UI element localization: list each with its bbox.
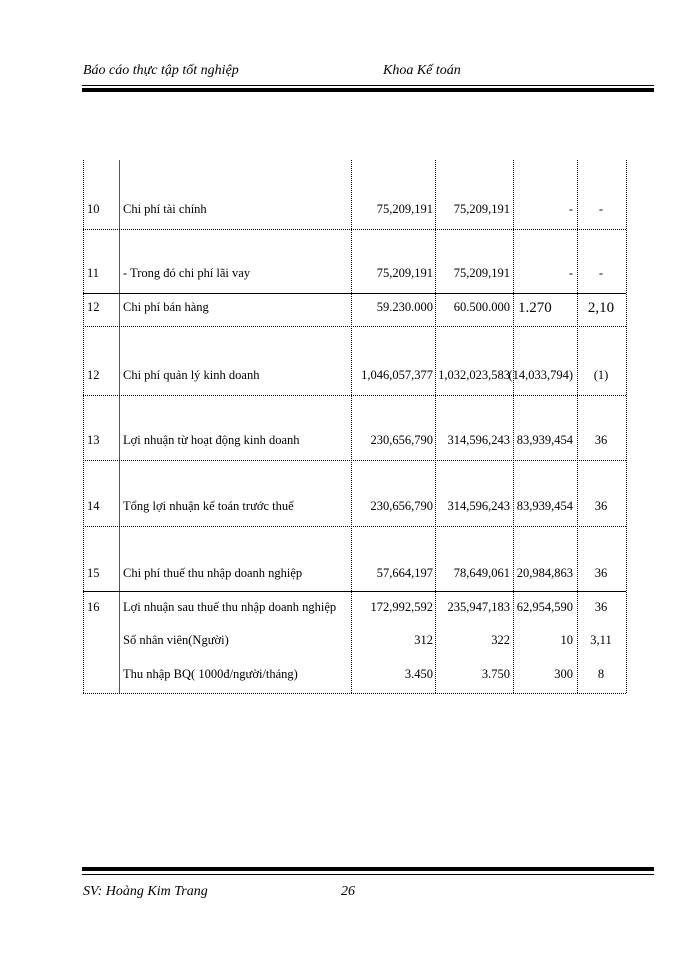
- row-diff: 10: [560, 633, 573, 647]
- row-value-curr: 314,596,243: [447, 499, 510, 513]
- row-stt: 11: [87, 266, 100, 280]
- table-row-line: [83, 591, 626, 592]
- table-row-line: [83, 526, 626, 527]
- row-name: Lợi nhuận từ hoạt động kinh doanh: [123, 433, 300, 447]
- row-value-curr: 60.500.000: [453, 300, 510, 314]
- row-value-curr: 235,947,183: [447, 600, 510, 614]
- row-name: - Trong đó chi phí lãi vay: [123, 266, 251, 280]
- row-value-prev: 3.450: [404, 667, 433, 681]
- row-value-prev: 312: [414, 633, 433, 647]
- table-col-line: [435, 160, 436, 693]
- row-diff: 1.270: [518, 300, 552, 316]
- row-value-prev: 1,046,057,377: [361, 368, 433, 382]
- header-rule-thick: [82, 88, 654, 92]
- table-col-line: [119, 160, 120, 693]
- row-value-curr: 78,649,061: [453, 566, 510, 580]
- table-row-line: [83, 460, 626, 461]
- row-value-prev: 230,656,790: [370, 499, 433, 513]
- row-percent: 2,10: [587, 300, 615, 316]
- row-percent: 8: [597, 667, 605, 681]
- row-diff: 83,939,454: [516, 433, 573, 447]
- row-name: Chi phí tài chính: [123, 202, 207, 216]
- page-number: 26: [341, 884, 355, 899]
- row-percent: 36: [594, 600, 608, 614]
- header-faculty: Khoa Kế toán: [383, 63, 461, 78]
- row-value-curr: 314,596,243: [447, 433, 510, 447]
- row-percent: 36: [594, 566, 608, 580]
- header-report-title: Báo cáo thực tập tốt nghiệp: [83, 63, 239, 78]
- row-percent: 3,11: [590, 633, 612, 647]
- row-value-curr: 1,032,023,583: [438, 368, 510, 382]
- row-name: Chi phí thuế thu nhập doanh nghiệp: [123, 566, 303, 580]
- row-stt: 15: [87, 566, 100, 580]
- row-name: Tổng lợi nhuận kế toán trước thuế: [123, 499, 294, 513]
- row-diff: -: [568, 266, 573, 280]
- row-diff: 20,984,863: [516, 566, 573, 580]
- row-value-curr: 75,209,191: [453, 266, 510, 280]
- row-percent: -: [598, 202, 604, 216]
- footer-student-name: SV: Hoàng Kim Trang: [83, 884, 208, 899]
- row-value-prev: 230,656,790: [370, 433, 433, 447]
- row-diff: -: [568, 202, 573, 216]
- table-row-line: [83, 326, 626, 327]
- row-stt: 13: [87, 433, 100, 447]
- table-row-line: [83, 395, 626, 396]
- row-diff: (14,033,794): [508, 368, 573, 382]
- row-value-curr: 75,209,191: [453, 202, 510, 216]
- row-percent: 36: [594, 433, 608, 447]
- row-value-prev: 172,992,592: [370, 600, 433, 614]
- row-percent: 36: [594, 499, 608, 513]
- row-value-prev: 75,209,191: [376, 266, 433, 280]
- row-value-prev: 59.230.000: [376, 300, 433, 314]
- header-rule-thin: [82, 85, 654, 86]
- footer-rule-thin: [82, 874, 654, 875]
- row-percent: (1): [593, 368, 609, 382]
- row-stt: 14: [87, 499, 100, 513]
- table-col-line: [513, 160, 514, 693]
- row-stt: 12: [87, 300, 100, 314]
- table-col-line: [626, 160, 627, 693]
- footer-rule-thick: [82, 867, 654, 871]
- table-col-line: [351, 160, 352, 693]
- table-row-line: [83, 693, 626, 694]
- row-diff: 300: [554, 667, 573, 681]
- row-stt: 12: [87, 368, 100, 382]
- row-value-curr: 3.750: [481, 667, 510, 681]
- row-name: Thu nhập BQ( 1000đ/người/tháng): [123, 667, 298, 681]
- row-diff: 83,939,454: [516, 499, 573, 513]
- row-value-prev: 75,209,191: [376, 202, 433, 216]
- row-value-prev: 57,664,197: [376, 566, 433, 580]
- row-diff: 62,954,590: [516, 600, 573, 614]
- row-percent: -: [598, 266, 604, 280]
- row-stt: 10: [87, 202, 100, 216]
- row-value-curr: 322: [491, 633, 510, 647]
- row-name: Số nhân viên(Người): [123, 633, 229, 647]
- table-row-line: [83, 293, 626, 294]
- row-name: Lợi nhuận sau thuế thu nhập doanh nghiệp: [123, 600, 337, 614]
- table-col-line: [83, 160, 84, 693]
- table-col-line: [577, 160, 578, 693]
- financial-table: [83, 160, 626, 693]
- table-row-line: [83, 229, 626, 230]
- row-name: Chi phí quản lý kinh doanh: [123, 368, 260, 382]
- row-stt: 16: [87, 600, 100, 614]
- row-name: Chi phí bán hàng: [123, 300, 209, 314]
